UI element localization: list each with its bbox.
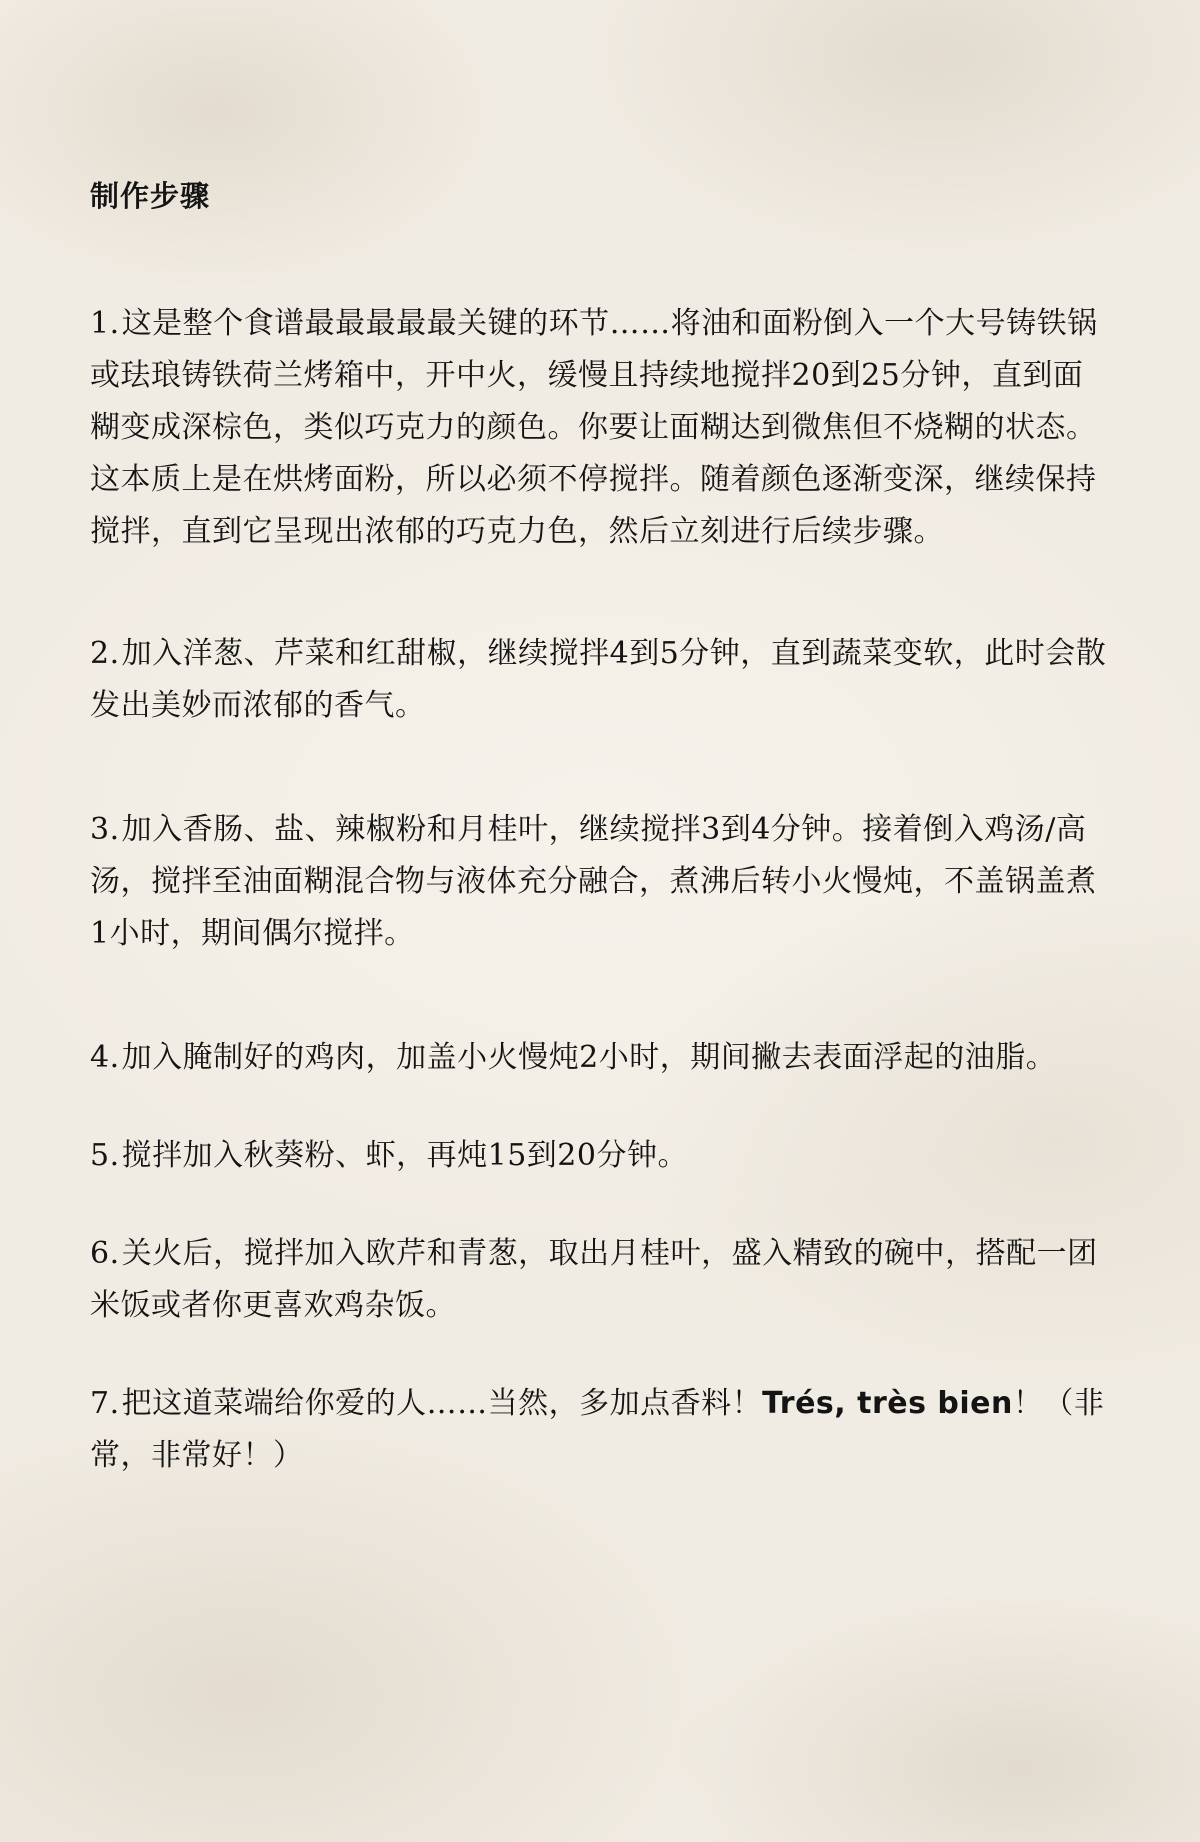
step-text: 关火后，搅拌加入欧芹和青葱，取出月桂叶，盛入精致的碗中，搭配一团米饭或者你更喜欢鸡杂饭。 <box>90 1236 1098 1323</box>
step-text-translation: ！（非常，非常好！） <box>90 1386 1105 1473</box>
step-text: 搅拌加入秋葵粉、虾，再炖15到20分钟。 <box>121 1138 688 1173</box>
step-text: 把这道菜端给你爱的人……当然，多加点香料！ <box>121 1386 763 1421</box>
recipe-steps-page <box>90 176 1110 1482</box>
step-number: 5. <box>90 1138 120 1173</box>
step-4 <box>90 1032 1110 1084</box>
step-1 <box>90 298 1110 558</box>
step-text: 这是整个食谱最最最最最关键的环节……将油和面粉倒入一个大号铸铁锅或珐琅铸铁荷兰烤箱中，开中火，缓慢且持续地搅拌20到25分钟，直到面糊变成深棕色，类似巧克力的颜色。你要让面糊达到微焦但不烧糊的状态。这本质上是在烘烤面粉，所以必须不停搅拌。随着颜色逐渐变深，继续保持搅拌，直到它呈现出浓郁的巧克力色，然后立刻进行后续步骤。 <box>90 306 1098 549</box>
step-2 <box>90 628 1110 732</box>
step-3 <box>90 804 1110 960</box>
step-number: 3. <box>90 812 120 847</box>
step-number: 2. <box>90 636 120 671</box>
section-heading: 制作步骤 <box>90 179 211 213</box>
steps-list <box>90 298 1110 1482</box>
step-text: 加入腌制好的鸡肉，加盖小火慢炖2小时，期间撇去表面浮起的油脂。 <box>121 1040 1057 1075</box>
step-6 <box>90 1228 1110 1332</box>
step-number: 4. <box>90 1040 120 1075</box>
step-number: 7. <box>90 1386 120 1421</box>
step-number: 1. <box>90 306 120 341</box>
step-number: 6. <box>90 1236 120 1271</box>
french-exclamation: Trés, très bien <box>762 1386 1013 1421</box>
step-5 <box>90 1130 1110 1182</box>
step-text: 加入洋葱、芹菜和红甜椒，继续搅拌4到5分钟，直到蔬菜变软，此时会散发出美妙而浓郁的香气。 <box>90 636 1107 723</box>
step-7 <box>90 1378 1110 1482</box>
step-text: 加入香肠、盐、辣椒粉和月桂叶，继续搅拌3到4分钟。接着倒入鸡汤/高汤，搅拌至油面糊混合物与液体充分融合，煮沸后转小火慢炖，不盖锅盖煮1小时，期间偶尔搅拌。 <box>90 812 1097 951</box>
